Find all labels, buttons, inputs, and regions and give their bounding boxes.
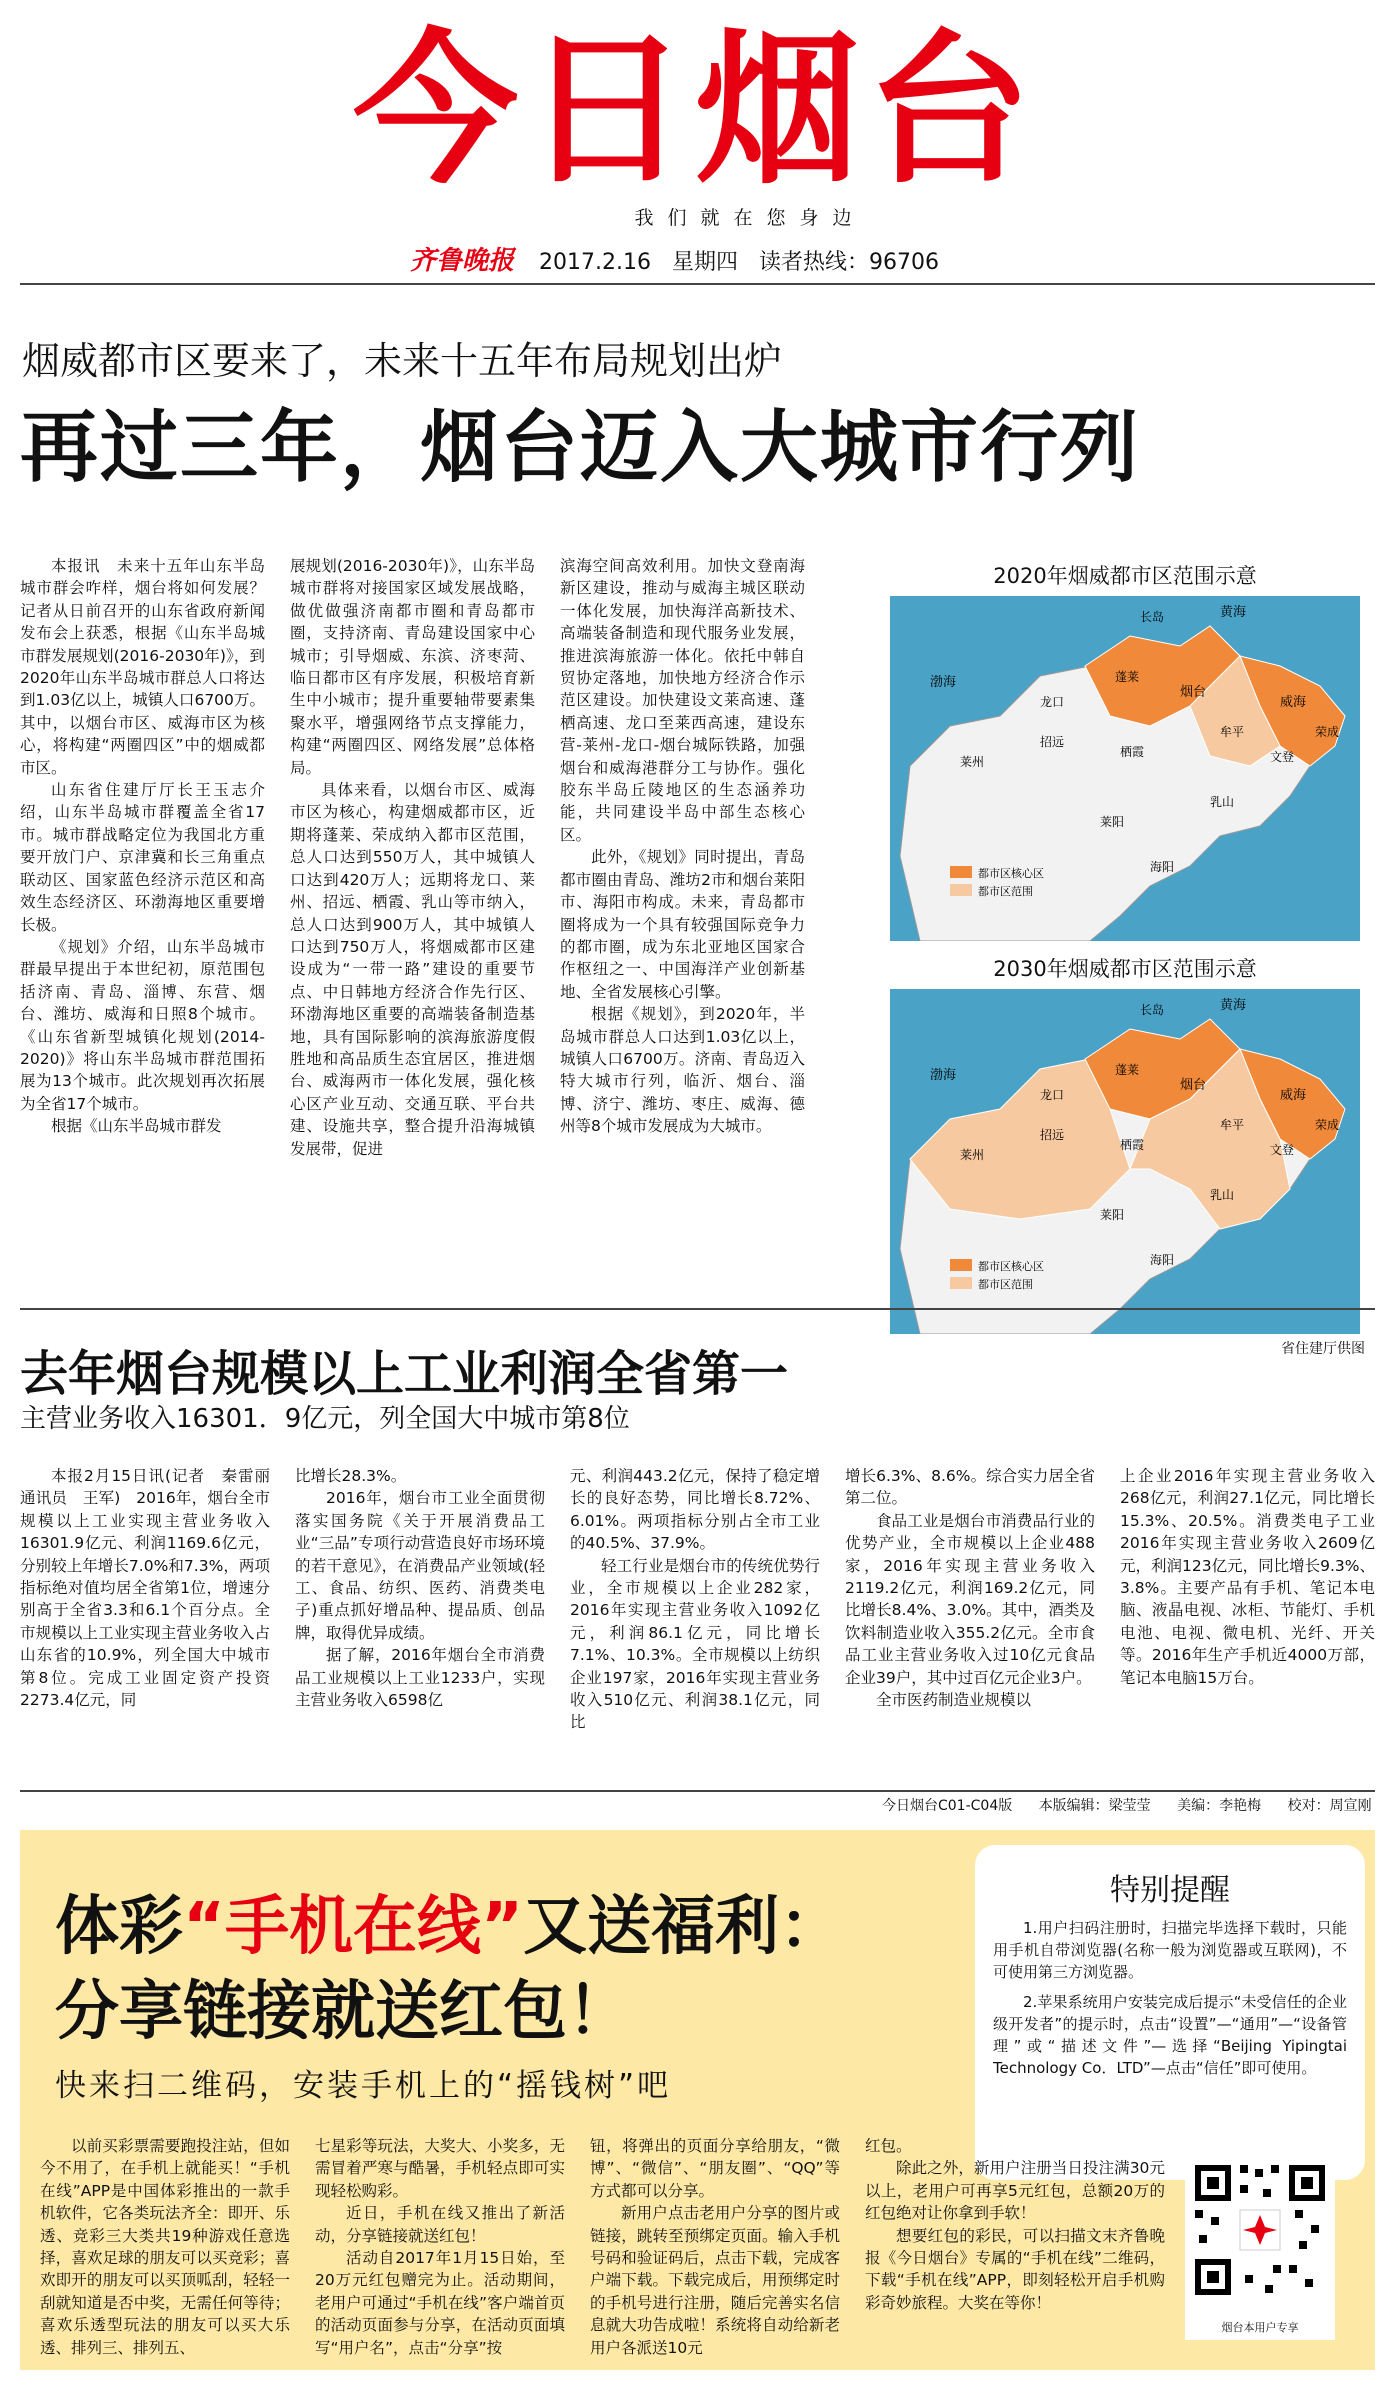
paragraph: 新用户点击老用户分享的图片或链接，跳转至预绑定页面。输入手机号码和验证码后，点击下载，完成客户端下载。下载完成后，用预绑定时的手机号进行注册，随后完善实名信息就大功告成啦！系统将自动给新老用户各派送10元 — [590, 2204, 840, 2357]
map-label: 文登 — [1270, 750, 1295, 764]
story1-headline: 再过三年，烟台迈入大城市行列 — [20, 403, 1141, 493]
story2-column-5 — [1120, 1465, 1375, 1689]
story1-kicker: 烟威都市区要来了，未来十五年布局规划出炉 — [22, 339, 783, 383]
map-2030-caption: 2030年烟威都市区范围示意 — [993, 957, 1257, 981]
paragraph: 除此之外，新用户注册当日投注满30元以上，老用户可再享5元红包，总额20万的红包绝对让你拿到手软！ — [865, 2159, 1165, 2223]
editor-credit: 本版编辑：梁莹莹 — [1038, 1798, 1151, 1814]
paragraph: 以前买彩票需要跑投注站，但如今不用了，在手机上就能买！“手机在线”APP是中国体彩推出的一款手机软件，它各类玩法齐全：即开、乐透、竞彩三大类共19种游戏任意选择，喜欢足球的朋友可以买竞彩；喜欢即开的朋友可以买顶呱刮，轻轻一刮就知道是否中奖，无需任何等待；喜欢乐透型玩法的朋友可以买大乐透、排列三、排列五、 — [40, 2137, 290, 2357]
section-rule — [20, 1308, 1375, 1310]
reader-hotline: 读者热线：96706 — [759, 250, 939, 275]
map-label: 蓬莱 — [1115, 1063, 1140, 1077]
legend-scope-label: 都市区范围 — [978, 885, 1033, 898]
map-label: 乳山 — [1210, 1188, 1235, 1202]
map-2030-graphic — [890, 989, 1360, 1334]
footer-rule — [20, 1790, 1375, 1792]
map-label: 招远 — [1040, 735, 1065, 749]
map-label: 龙口 — [1040, 695, 1065, 709]
ad-column-2 — [315, 2135, 565, 2359]
story2-headline: 去年烟台规模以上工业利润全省第一 — [20, 1346, 789, 1402]
map-label: 荣成 — [1315, 725, 1340, 739]
map-label: 栖霞 — [1120, 745, 1145, 759]
special-notice-box — [975, 1845, 1365, 2180]
map-label: 黄海 — [1220, 605, 1247, 620]
map-label: 栖霞 — [1120, 1138, 1145, 1152]
ad-title-part-1: 体彩 — [55, 1890, 183, 1964]
map-2020 — [890, 596, 1360, 941]
map-label: 黄海 — [1220, 998, 1247, 1013]
paper-name: 齐鲁晚报 — [410, 246, 515, 276]
map-2020-graphic — [890, 596, 1360, 941]
ad-title-highlight: “手机在线” — [183, 1890, 524, 1964]
paragraph: 轻工行业是烟台市的传统优势行业，全市规模以上企业282家，2016年实现主营业务收入1092亿元，利润86.1亿元，同比增长7.1%、10.3%。全市规模以上纺织企业197家，2016年实现主营业务收入510亿元、利润38.1亿元，同比 — [570, 1556, 820, 1732]
map-label: 莱阳 — [1100, 1208, 1125, 1222]
legend-swatch-core — [950, 1259, 972, 1271]
paragraph: 上企业2016年实现主营业务收入268亿元，利润27.1亿元，同比增长15.3%、20.5%。消费类电子工业2016年实现主营业务收入2609亿元，利润123亿元，同比增长9.3%、3.8%。主要产品有手机、笔记本电脑、液晶电视、冰柜、节能灯、手机电池、电视、微电机、光纤、开关等。2016年生产手机近4000万部，笔记本电脑15万台。 — [1120, 1467, 1375, 1687]
paragraph: 2016年，烟台市工业全面贯彻落实国务院《关于开展消费品工业“三品”专项行动营造良好市场环境的若干意见》，在消费品产业领域(轻工、食品、纺织、医药、消费类电子)重点抓好增品种、提品质、创品牌，取得优异成绩。 — [295, 1489, 545, 1642]
legend-swatch-scope — [950, 1277, 972, 1289]
map-label: 长岛 — [1140, 1003, 1165, 1017]
paragraph: 根据《规划》，到2020年，半岛城市群总人口达到1.03亿以上，城镇人口6700万。济南、青岛迈入特大城市行列，临沂、烟台、淄博、济宁、潍坊、枣庄、威海、德州等8个城市发展成为大城市。 — [560, 1005, 805, 1136]
paragraph: 增长6.3%、8.6%。综合实力居全省第二位。 — [845, 1467, 1095, 1508]
paragraph: 元、利润443.2亿元，保持了稳定增长的良好态势，同比增长8.72%、6.01%。两项指标分别占全市工业的40.5%、37.9%。 — [570, 1467, 820, 1553]
story1-column-3 — [560, 555, 805, 1138]
qr-caption: 烟台本用户专享 — [1221, 2321, 1299, 2334]
legend-swatch-core — [950, 866, 972, 878]
paragraph: 红包。 — [865, 2137, 912, 2155]
legend-swatch-scope — [950, 884, 972, 896]
map-label: 海阳 — [1150, 860, 1175, 874]
map-credit: 省住建厅供图 — [1281, 1341, 1365, 1357]
issue-date: 2017.2.16 — [539, 250, 651, 275]
paragraph: 想要红包的彩民，可以扫描文末齐鲁晚报《今日烟台》专属的“手机在线”二维码，下载“手机在线”APP，即刻轻松开启手机购彩奇妙旅程。大奖在等你！ — [865, 2226, 1165, 2312]
masthead-rule — [20, 283, 1375, 285]
masthead-logo: 今日烟台 — [353, 14, 1037, 206]
map-label: 烟台 — [1180, 1078, 1207, 1093]
story2-column-1 — [20, 1465, 286, 1711]
map-label: 牟平 — [1220, 725, 1245, 739]
paragraph: 展规划(2016-2030年)》，山东半岛城市群将对接国家区域发展战略，做优做强济南都市圈和青岛都市圈，支持济南、青岛建设国家中心城市；引导烟威、东滨、济枣菏、临日都市区有序发展，积极培育新生中小城市；提升重要轴带要素集聚水平，增强网络节点支撑能力，构建“两圈四区、网络发展”总体格局。 — [290, 557, 535, 777]
issue-weekday: 星期四 — [671, 250, 738, 275]
paragraph: 此外，《规划》同时提出，青岛都市圈由青岛、潍坊2市和烟台莱阳市、海阳市构成。未来，青岛都市圈将成为一个具有较强国际竞争力的都市圈，成为东北亚地区国家合作枢纽之一、中国海洋产业创新基地、全省发展核心引擎。 — [560, 848, 805, 1001]
map-label: 烟台 — [1180, 685, 1207, 700]
story1-column-1 — [20, 555, 265, 1138]
map-label: 威海 — [1280, 1088, 1307, 1103]
map-label: 蓬莱 — [1115, 670, 1140, 684]
map-2030 — [890, 989, 1360, 1334]
map-label: 招远 — [1040, 1128, 1065, 1142]
story2-column-4 — [845, 1465, 1095, 1711]
map-label: 渤海 — [930, 1068, 957, 1083]
page-credits — [860, 1795, 1372, 1815]
notice-item-1: 1.用户扫码注册时，扫描完毕选择下载时，只能用手机自带浏览器(名称一般为浏览器或互联网)，不可使用第三方浏览器。 — [993, 1919, 1347, 1981]
notice-title: 特别提醒 — [1110, 1873, 1230, 1908]
paragraph: 据了解，2016年烟台全市消费品工业规模以上工业1233户，实现主营业务收入6598亿 — [295, 1646, 545, 1710]
ad-column-1 — [40, 2135, 290, 2359]
map-label: 莱州 — [960, 1148, 985, 1162]
map-label: 荣成 — [1315, 1118, 1340, 1132]
legend-scope-label: 都市区范围 — [978, 1278, 1033, 1291]
ad-title-part-2: 又送福利： — [523, 1890, 844, 1964]
map-2020-caption: 2020年烟威都市区范围示意 — [993, 564, 1257, 588]
paragraph: 《规划》介绍，山东半岛城市群最早提出于本世纪初，原范围包括济南、青岛、淄博、东营、烟台、潍坊、威海和日照8个城市。《山东省新型城镇化规划(2014-2020)》将山东半岛城市群范围拓展为13个城市。此次规划再次拓展为全省17个城市。 — [20, 937, 265, 1113]
paragraph: 本报2月15日讯(记者 秦雷丽 通讯员 王军) 2016年，烟台全市规模以上工业实现主营业务收入16301.9亿元、利润1169.6亿元，分别较上年增长7.0%和7.3%，两项指标绝对值均居全省第1位，增速分别高于全省3.3和6.1个百分点。全市规模以上工业实现主营业务收入占山东省的10.9%，列全国大中城市第8位。完成工业固定资产投资2273.4亿元，同 — [20, 1467, 286, 1710]
map-label: 莱州 — [960, 755, 985, 769]
ad-title-line-2: 分享链接就送红包！ — [55, 1975, 631, 2049]
map-panel — [885, 560, 1365, 1358]
qr-code-icon — [1185, 2155, 1335, 2315]
masthead-slogan: 我们就在您身边 — [634, 207, 866, 229]
map-label: 长岛 — [1140, 610, 1165, 624]
legend-core-label: 都市区核心区 — [978, 1260, 1044, 1273]
ad-title-line-1 — [55, 1875, 843, 1967]
paragraph: 全市医药制造业规模以 — [876, 1691, 1032, 1710]
edition-label: 今日烟台C01-C04版 — [882, 1798, 1013, 1814]
map-label: 文登 — [1270, 1143, 1295, 1157]
paragraph: 本报讯 未来十五年山东半岛城市群会咋样，烟台将如何发展？记者从日前召开的山东省政府新闻发布会上获悉，根据《山东半岛城市群发展规划(2016-2030年)》，到2020年山东半岛城市群总人口将达到1.03亿以上，城镇人口6700万。其中，以烟台市区、威海市区为核心，将构建“两圈四区”中的烟威都市区。 — [20, 557, 265, 777]
story2-column-3 — [570, 1465, 820, 1734]
notice-item-2: 2.苹果系统用户安装完成后提示“未受信任的企业级开发者”的提示时，点击“设置”—“通用”—“设备管理”或“描述文件”—选择“Beijing Yipingtai Technology Co．LTD”—点击“信任”即可使用。 — [993, 1993, 1347, 2077]
map-label: 莱阳 — [1100, 815, 1125, 829]
ad-column-3 — [590, 2135, 840, 2359]
dateline — [410, 240, 953, 277]
paragraph: 近日，手机在线又推出了新活动，分享链接就送红包！ — [315, 2204, 565, 2245]
map-label: 乳山 — [1210, 795, 1235, 809]
paragraph: 根据《山东半岛城市群发 — [51, 1117, 222, 1136]
map-label: 龙口 — [1040, 1088, 1065, 1102]
map-label: 渤海 — [930, 675, 957, 690]
map-label: 牟平 — [1220, 1118, 1245, 1132]
paragraph: 食品工业是烟台市消费品行业的优势产业，全市规模以上企业488家，2016年实现主营业务收入2119.2亿元，利润169.2亿元，同比增长8.4%、3.0%。其中，酒类及饮料制造业收入355.2亿元。全市食品工业主营业务收入过10亿元食品企业39户，其中过百亿元企业3户。 — [845, 1511, 1095, 1687]
paragraph: 滨海空间高效利用。加快文登南海新区建设，推动与威海主城区联动一体化发展，加快海洋高新技术、高端装备制造和现代服务业发展，推进滨海旅游一体化。依托中韩自贸协定落地，加快地方经济合作示范区建设。加快建设文莱高速、蓬栖高速、龙口至莱西高速，建设东营-莱州-龙口-烟台城际铁路，加强烟台和威海港群分工与协作。强化胶东半岛丘陵地区的生态涵养功能，共同建设半岛中部生态核心区。 — [560, 557, 805, 844]
paragraph: 山东省住建厅厅长王玉志介绍，山东半岛城市群覆盖全省17市。城市群战略定位为我国北方重要开放门户、京津冀和长三角重点联动区、国家蓝色经济示范区和高效生态经济区、环渤海地区重要增长极。 — [20, 781, 265, 934]
legend-core-label: 都市区核心区 — [978, 867, 1044, 880]
proofreader-credit: 校对：周宣刚 — [1287, 1798, 1372, 1814]
story2-column-2 — [295, 1465, 545, 1711]
ad-subtitle: 快来扫二维码，安装手机上的“摇钱树”吧 — [55, 2068, 672, 2104]
paragraph: 七星彩等玩法，大奖大、小奖多，无需冒着严寒与酷暑，手机轻点即可实现轻松购彩。 — [315, 2137, 565, 2200]
story2-subhead: 主营业务收入16301．9亿元，列全国大中城市第8位 — [20, 1404, 630, 1434]
paragraph: 具体来看，以烟台市区、威海市区为核心，构建烟威都市区，近期将蓬莱、荣成纳入都市区范围，总人口达到550万人，其中城镇人口达到420万人；远期将龙口、莱州、招远、栖霞、乳山等市纳入，总人口达到900万人，其中城镇人口达到750万人，将烟威都市区建设成为“一带一路”建设的重要节点、中日韩地方经济合作先行区、环渤海地区重要的高端装备制造基地，具有国际影响的滨海旅游度假胜地和高品质生态宜居区，推进烟台、威海两市一体化发展，强化核心区产业互动、交通互联、平台共建、设施共享，整合提升沿海城镇发展带，促进 — [290, 781, 535, 1158]
map-label: 海阳 — [1150, 1253, 1175, 1267]
qr-code[interactable] — [1185, 2155, 1335, 2340]
story1-column-2 — [290, 555, 535, 1160]
map-label: 威海 — [1280, 695, 1307, 710]
paragraph: 活动自2017年1月15日始，至20万元红包赠完为止。活动期间，老用户可通过“手机在线”客户端首页的活动页面参与分享，在活动页面填写“用户名”，点击“分享”按 — [315, 2249, 565, 2357]
designer-credit: 美编：李艳梅 — [1177, 1798, 1262, 1814]
ad-column-4 — [865, 2135, 1165, 2314]
paragraph: 比增长28.3%。 — [295, 1467, 407, 1485]
paragraph: 钮，将弹出的页面分享给朋友，“微博”、“微信”、“朋友圈”、“QQ”等方式都可以分享。 — [590, 2137, 840, 2200]
